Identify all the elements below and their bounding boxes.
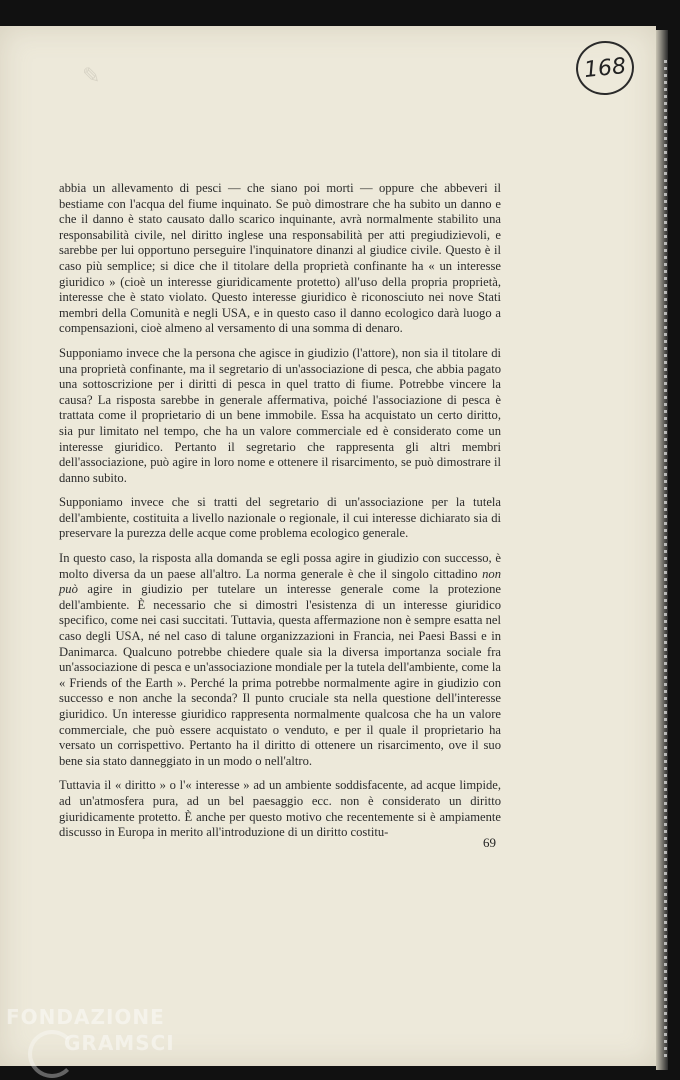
paragraph-3: Supponiamo invece che si tratti del segretario di un'associazione per la tutela dell'ambiente, costituita a livello nazionale o regionale, il cui interesse dichiarato sia di preservare la purezza delle acque come problema ecologico generale. bbox=[59, 495, 501, 541]
paragraph-4-part-1: In questo caso, la risposta alla domanda se egli possa agire in giudizio con successo, è molto diversa da un paese all'altro. La norma generale è che il singolo cittadino bbox=[59, 551, 501, 581]
paragraph-4 bbox=[59, 551, 501, 769]
stamp-number: 168 bbox=[582, 53, 628, 83]
paragraph-4-emphasis: non può bbox=[59, 566, 501, 597]
faint-pencil-mark: ✎ bbox=[82, 64, 101, 89]
watermark-line-1: FONDAZIONE bbox=[6, 1005, 165, 1029]
paragraph-4-part-2: agire in giudizio per tutelare un interesse generale come la protezione dell'ambiente. È necessario che si dimostri l'esistenza di un interesse giuridico specifico, come nei casi succitati. Tuttavia, questa affermazione non è sempre esatta nel caso degli USA, né nel caso di talune organizzazioni in Francia, nei Paesi Bassi e in Danimarca. Qualcuno potrebbe chiedere quale sia la diversa importanza sociale fra un'associazione di pesca e un'associazione mondiale per la tutela dell'ambiente, come la « Friends of the Earth ». Perché la prima potrebbe normalmente agire in giudizio con successo e non anche la seconda? Il punto cruciale sta nella questione dell'interesse giuridico. Un interesse giuridico rappresenta normalmente qualcosa che ha un valore commerciale, che può essere acquistato o venduto, e per il quale il proprietario ha versato un corrispettivo. Pertanto ha il diritto di ottenere un risarcimento, ove il suo bene sia stato danneggiato in un modo o nell'altro. bbox=[59, 582, 501, 768]
page-edge-perforation bbox=[664, 60, 667, 1060]
paragraph-1: abbia un allevamento di pesci — che siano poi morti — oppure che abbeveri il bestiame con l'acqua del fiume inquinato. Se può dimostrare che ha subito un danno e che il danno è stato causato dallo scarico inquinante, avrà normalmente stabilito una responsabilità civile, nel diritto inglese una responsabilità per atti pregiudizievoli, e sarebbe per lui opportuno perseguire l'inquinatore dinanzi al giudice civile. Questo è il caso più semplice; si dice che il titolare della proprietà confinante ha « un interesse giuridico » (cioè un interesse giuridicamente protetto) all'uso della propria proprietà, interesse che è stato violato. Questo interesse giuridico è riconosciuto nei nove Stati membri della Comunità e negli USA, e in questo caso il danno ecologico darà luogo a compensazioni, cioè almeno al versamento di una somma di denaro. bbox=[59, 181, 501, 336]
watermark bbox=[6, 1005, 175, 1055]
paragraph-2: Supponiamo invece che la persona che agisce in giudizio (l'attore), non sia il titolare di una proprietà confinante, ma il segretario di un'associazione di pesca, che abbia pagato una sottoscrizione per i diritti di pesca in quel tratto di fiume. Potrebbe vincere la causa? La risposta sarebbe in generale affermativa, poiché l'associazione di pesca è trattata come il proprietario di un bene immobile. Essa ha acquistato un certo diritto, sia pur limitato nel tempo, che ha un valore commerciale ed è considerato come un interesse giuridico. Pertanto il segretario che rappresenta gli altri membri dell'associazione, può agire in loro nome e ottenere il risarcimento, se può dimostrare il danno subito. bbox=[59, 345, 501, 485]
watermark-line-2: GRAMSCI bbox=[64, 1031, 175, 1055]
body-text bbox=[59, 181, 501, 850]
paragraph-5: Tuttavia il « diritto » o l'« interesse » ad un ambiente soddisfacente, ad acque limpide, ad un'atmosfera pura, ad un bel paesaggio ecc. non è considerato un diritto giuridicamente protetto. È anche per questo motivo che recentemente si è ampiamente discusso in Europa in merito all'introduzione di un diritto costitu- bbox=[59, 778, 501, 840]
page-number: 69 bbox=[483, 835, 496, 850]
